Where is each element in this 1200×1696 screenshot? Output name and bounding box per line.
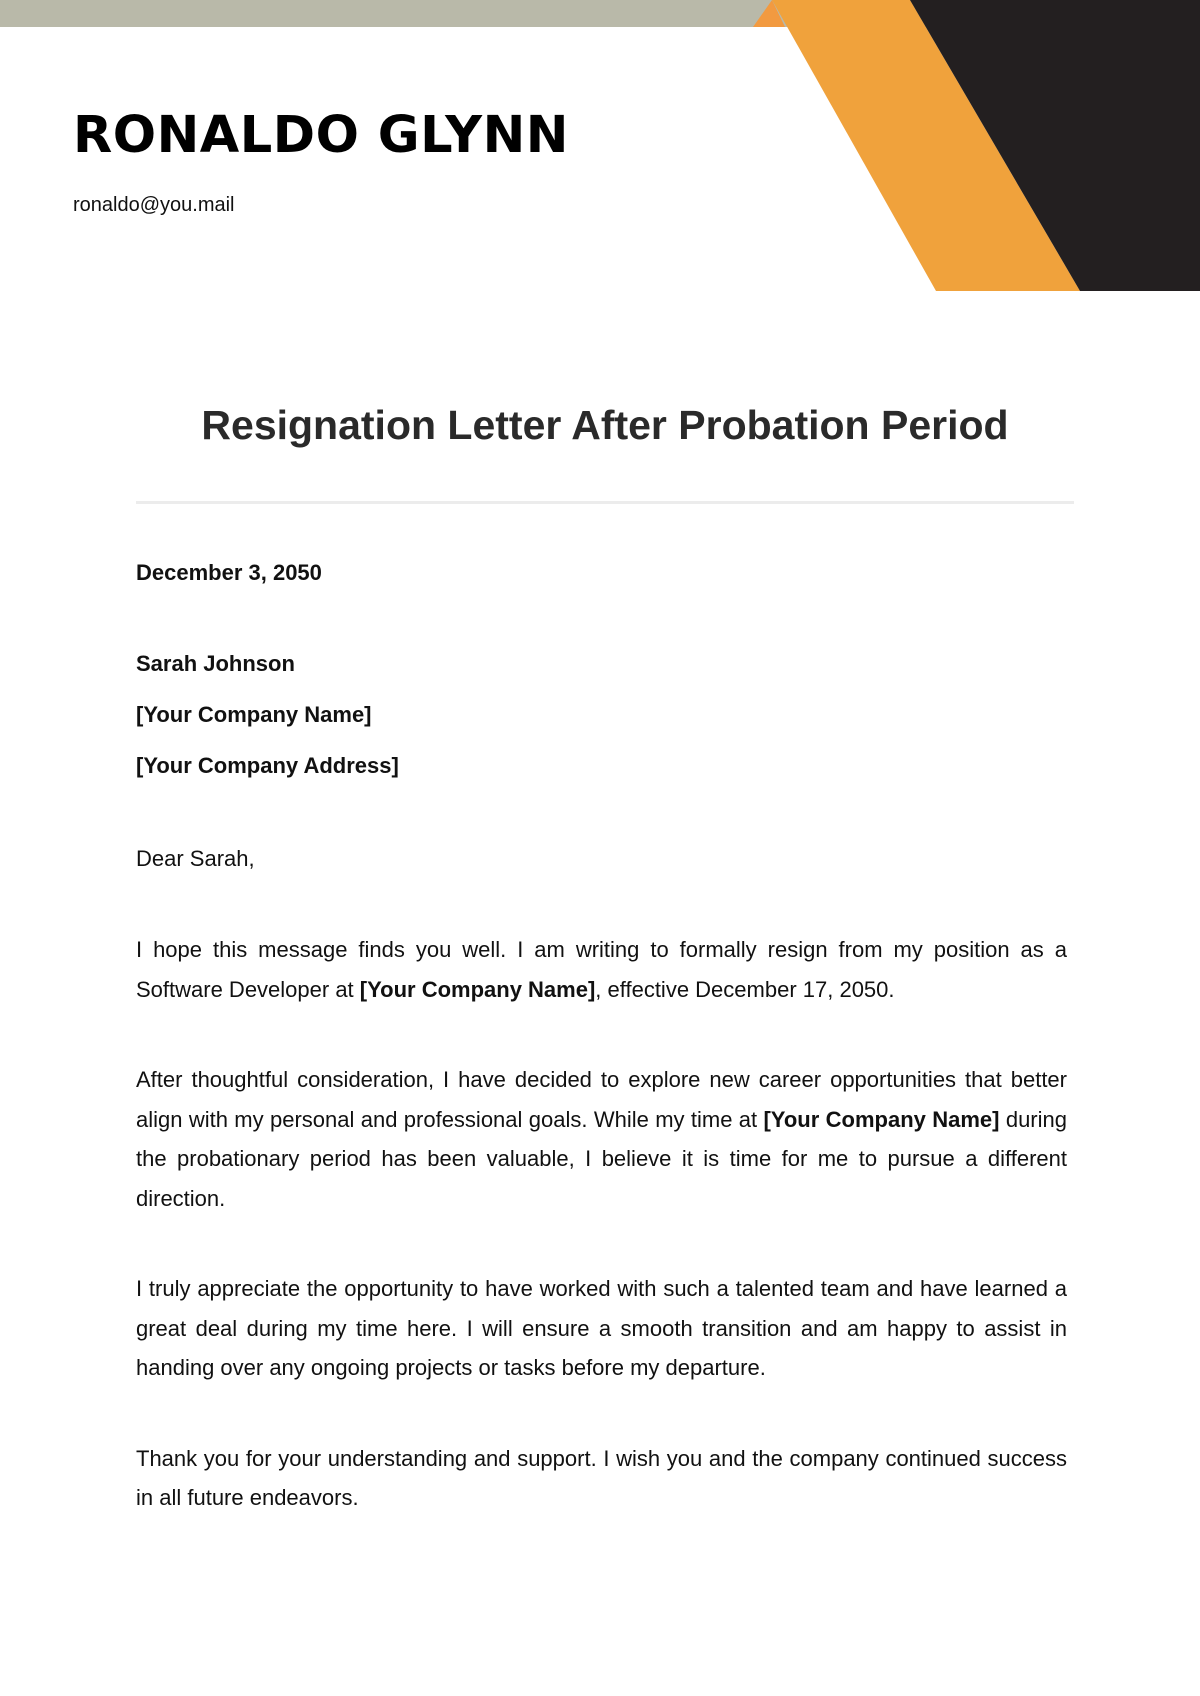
paragraph-1-company: [Your Company Name]: [359, 976, 596, 1002]
paragraph-1-text-a: I hope this message finds you well. I am writing to formally resign from my position as a Software Developer at: [136, 937, 1067, 1002]
paragraph-1-text-c: , effective December 17, 2050.: [595, 976, 895, 1002]
sender-email: ronaldo@you.mail: [73, 194, 235, 216]
paragraph-1: [136, 930, 1067, 1009]
greeting: Dear Sarah,: [136, 846, 255, 871]
recipient-address: [Your Company Address]: [136, 753, 399, 778]
paragraph-2: [136, 1060, 1067, 1218]
letter-title: Resignation Letter After Probation Period: [201, 402, 1009, 448]
sender-name: RONALDO GLYNN: [73, 106, 569, 165]
paragraph-2-text-c: during the probationary period has been valuable, I believe it is time for me to pursue a different direction.: [136, 1106, 1067, 1211]
paragraph-3: I truly appreciate the opportunity to have worked with such a talented team and have learned a great deal during my time here. I will ensure a smooth transition and am happy to assist in handing over any ongoing projects or tasks before my departure.: [136, 1276, 1067, 1380]
title-divider: [136, 501, 1074, 504]
paragraph-2-company: [Your Company Name]: [763, 1106, 1000, 1132]
letter-date: December 3, 2050: [136, 560, 322, 585]
recipient-name: Sarah Johnson: [136, 651, 295, 676]
paragraph-4: Thank you for your understanding and support. I wish you and the company continued success in all future endeavors.: [136, 1445, 1067, 1510]
letter-body: [136, 930, 1067, 1569]
recipient-block: [136, 650, 399, 803]
paragraph-2-text-a: After thoughtful consideration, I have decided to explore new career opportunities that better align with my personal and professional goals. While my time at: [136, 1067, 1067, 1132]
recipient-company: [Your Company Name]: [136, 702, 372, 727]
